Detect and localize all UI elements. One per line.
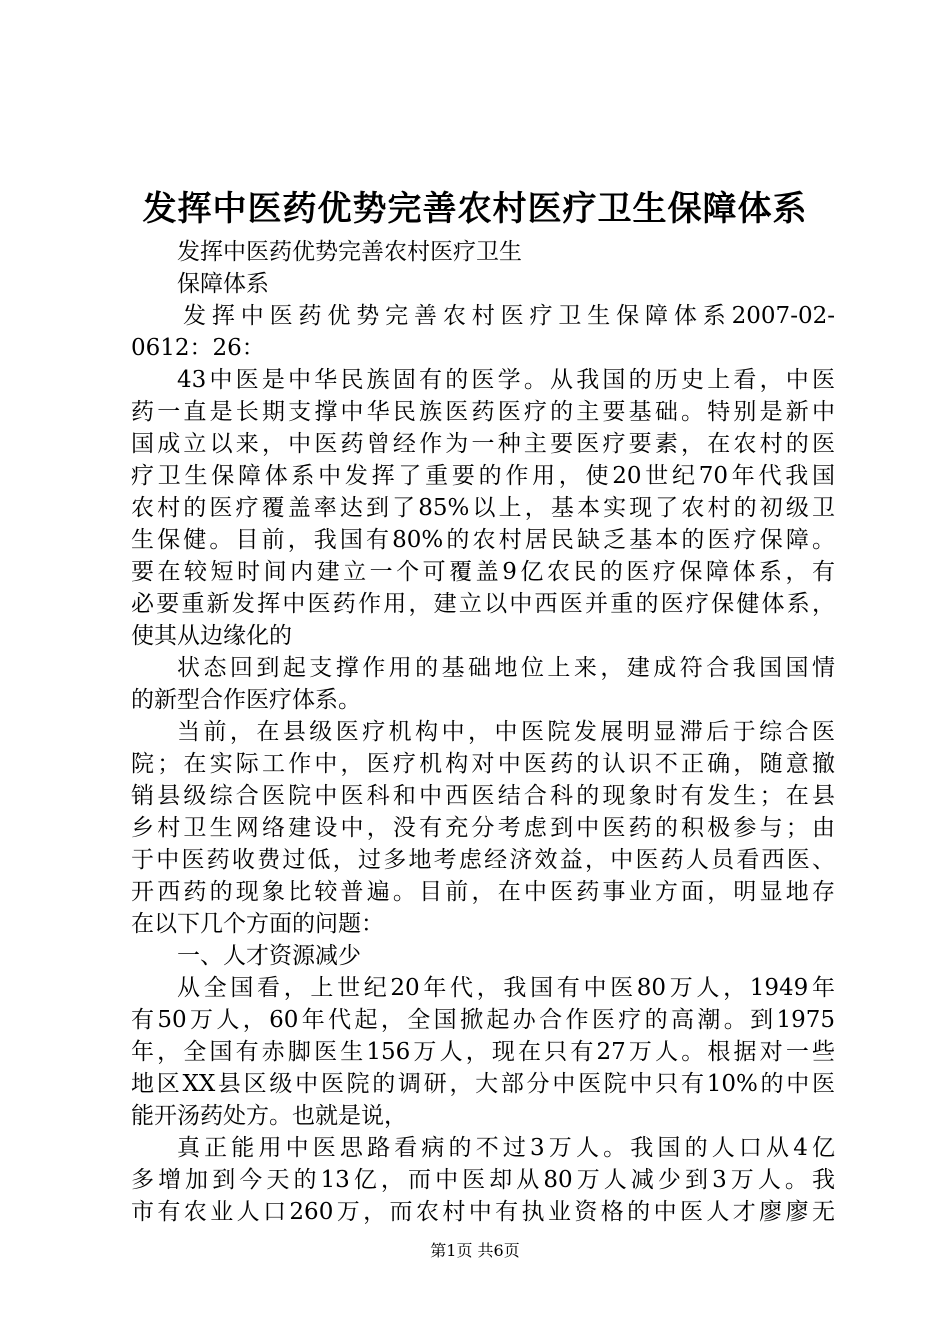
text-line: 生保健。目前，我国有80%的农村居民缺乏基本的医疗保障。 [131,527,835,553]
text-line: 疗卫生保障体系中发挥了重要的作用，使20世纪70年代我国 [131,463,835,489]
text-line: 在以下几个方面的问题： [131,911,384,937]
section-heading: 一、人才资源减少 [177,943,361,969]
text-line: 销县级综合医院中医科和中西医结合科的现象时有发生；在县 [131,783,835,809]
text-line: 开西药的现象比较普遍。目前，在中医药事业方面，明显地存 [131,879,835,905]
text-line: 地区XX县区级中医院的调研，大部分中医院中只有10%的中医 [131,1071,835,1097]
text-line: 国成立以来，中医药曾经作为一种主要医疗要素，在农村的医 [131,431,835,457]
text-line: 保障体系 [177,271,269,297]
text-line: 43中医是中华民族固有的医学。从我国的历史上看，中医 [177,367,835,393]
text-line: 多增加到今天的13亿，而中医却从80万人减少到3万人。我 [131,1167,835,1193]
text-line: 的新型合作医疗体系。 [131,687,361,713]
text-line: 真正能用中医思路看病的不过3万人。我国的人口从4亿 [177,1135,835,1161]
text-line: 农村的医疗覆盖率达到了85%以上，基本实现了农村的初级卫 [131,495,835,521]
text-line: 院；在实际工作中，医疗机构对中医药的认识不正确，随意撤 [131,751,835,777]
text-line: 当前，在县级医疗机构中，中医院发展明显滞后于综合医 [177,719,835,745]
document-body [131,236,835,1228]
text-line: 发挥中医药优势完善农村医疗卫生 [177,239,522,265]
text-line: 0612：26： [131,335,265,361]
text-line: 从全国看，上世纪20年代，我国有中医80万人，1949年 [177,975,835,1001]
text-line: 有50万人，60年代起，全国掀起办合作医疗的高潮。到1975 [131,1007,835,1033]
document-title: 发挥中医药优势完善农村医疗卫生保障体系 [142,189,808,229]
text-line: 必要重新发挥中医药作用，建立以中西医并重的医疗保健体系， [131,591,835,617]
text-line: 发挥中医药优势完善农村医疗卫生保障体系2007-02- [183,303,835,329]
page-number: 第1页 共6页 [430,1241,520,1260]
text-line: 于中医药收费过低，过多地考虑经济效益，中医药人员看西医、 [131,847,835,873]
text-line: 要在较短时间内建立一个可覆盖9亿农民的医疗保障体系，有 [131,559,835,585]
text-line: 乡村卫生网络建设中，没有充分考虑到中医药的积极参与；由 [131,815,835,841]
text-line: 年，全国有赤脚医生156万人，现在只有27万人。根据对一些 [131,1039,835,1065]
text-line: 药一直是长期支撑中华民族医药医疗的主要基础。特别是新中 [131,399,835,425]
text-line: 使其从边缘化的 [131,623,292,649]
text-line: 能开汤药处方。也就是说， [131,1103,407,1129]
text-line: 状态回到起支撑作用的基础地位上来，建成符合我国国情 [177,655,835,681]
text-line: 市有农业人口260万，而农村中有执业资格的中医人才廖廖无 [131,1199,835,1225]
